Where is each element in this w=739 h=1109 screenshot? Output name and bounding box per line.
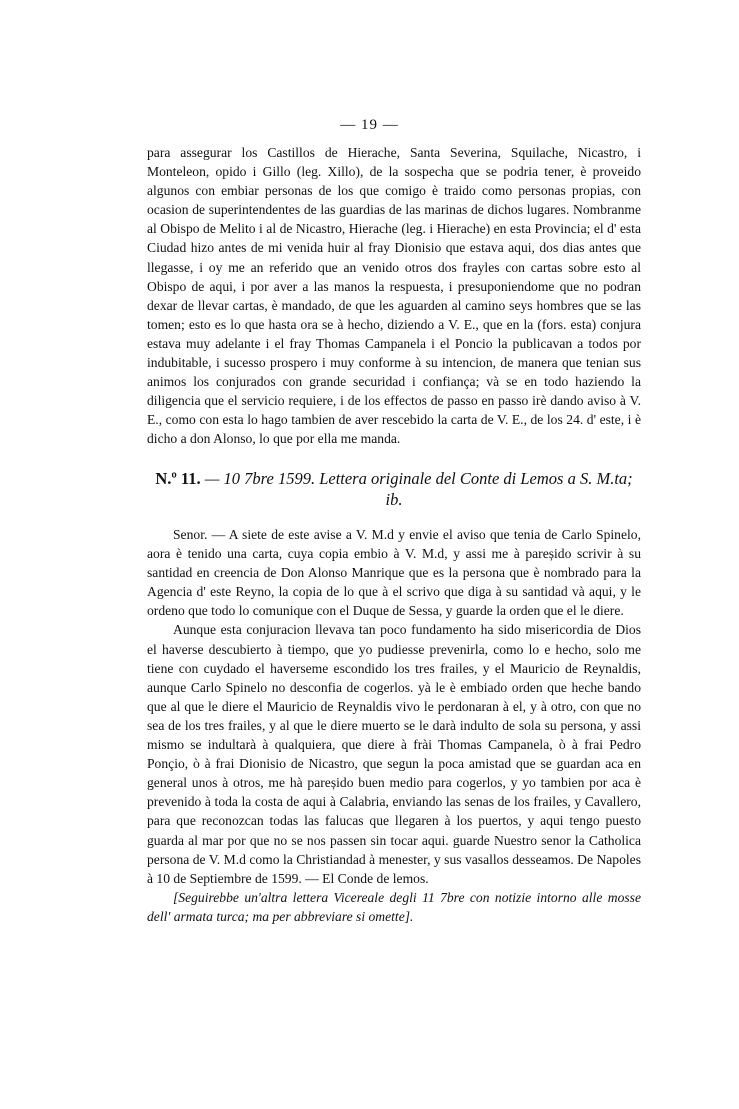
page-number: — 19 —	[340, 117, 399, 133]
editorial-note: [Seguirebbe un'altra lettera Vicereale degli 11 7bre con notizie intorno alle mosse dell' armata turca; ma per abbreviare si omette].	[147, 889, 641, 924]
intro-text-block	[147, 143, 641, 449]
letter-paragraph-1: Senor. — A siete de este avise a V. M.d y envie el aviso que tenia de Carlo Spinelo, aora è tenido una carta, cuya copia embio à V. M.d, y assi me à pareșido scrivir à su santidad en creencia de Don Alonso Manrique que es la persona que è nombrado para la Agencia d' este Reyno, la copia de lo que à el scrivo que diga à su santidad và aqui, y le ordeno que todo lo comunique con el Duque de Sessa, y guarde la orden que el le diere.	[147, 527, 641, 619]
document-heading	[147, 468, 641, 510]
document-number: N.º 11.	[155, 469, 201, 488]
intro-paragraph: para assegurar los Castillos de Hierache, Santa Severina, Squilache, Nicastro, i Monteleon, opido i Gillo (leg. Xillo), de la sospecha que se podria tener, è proveido algunos con embiar personas de los que comigo è traido como personas propias, con ocasion de superintendentes de las guardias de las marinas de dichos lugares. Nombranme al Obispo de Melito i al de Nicastro, Hierache (leg. i Hierache) en esta Provincia; el d' esta Ciudad hizo antes de mi venida huir al fray Dionisio que estava aqui, dos dias antes que llegasse, i oy me an referido que an venido otros dos frayles con cartas sobre esto al Obispo de aqui, i por aver a las manos la respuesta, i presuponiendome que no podran dexar de llevar cartas, è mandado, de que les aguarden al camino seys hombres que se las tomen; esto es lo que hasta ora se à hecho, diziendo a V. E., que en la (fors. esta) conjura estava muy adelante i el fray Thomas Campanela i el Poncio la publicavan a todos por indubitable, i sucesso prospero i muy conforme à su intencion, de manera que tenian sus animos los conjurados con grande securidad i confiança; và se en todo haziendo la diligencia que el servicio requiere, i de los effectos de passo en passo irè dando aviso à V. E., como con esta lo hago tambien de aver rescebido la carta de V. E., de los 24. d' este, i è dicho a don Alonso, lo que por ella me manda.	[147, 145, 641, 447]
letter-text-block	[147, 525, 641, 926]
document-title: — 10 7bre 1599. Lettera originale del Conte di Lemos a S. M.ta; ib.	[204, 469, 633, 509]
letter-paragraph-2: Aunque esta conjuracion llevava tan poco fundamento ha sido misericordia de Dios el haverse descubierto à tiempo, que yo pudiesse prevenirla, como lo e hecho, solo me tiene con cuydado el haverseme escondido los tres frailes, y el Mauricio de Reynaldis, aunque Carlo Spinelo no desconfia de cogerlos. yà le è embiado orden que heche bando que al que le diere el Mauricio de Reynaldis vivo le perdonaran à el, y à otro, con que no sea de los tres frailes, y al que le diere muerto se le darà indulto de sola su persona, y assi mismo se indultarà à qualquiera, que diere à frài Thomas Campanela, ò à frai Pedro Ponçio, ò à frai Dionisio de Nicastro, que segun la poca amistad que se guardan aca en general unos à otros, me hà pareșido buen medio para cogerlos, y yo tambien por aca è prevenido à toda la costa de aqui à Calabria, enviando las senas de los frailes, y Cavallero, para que reconozcan todas las falucas que llegaren à los puertos, y aqui tengo puesto guarda al mar por que no se nos passen sin tocar aqui. guarde Nuestro senor la Catholica persona de V. M.d como la Christiandad à menester, y sus vasallos desseamos. De Napoles à 10 de Septiembre de 1599. — El Conde de lemos.	[147, 622, 641, 886]
